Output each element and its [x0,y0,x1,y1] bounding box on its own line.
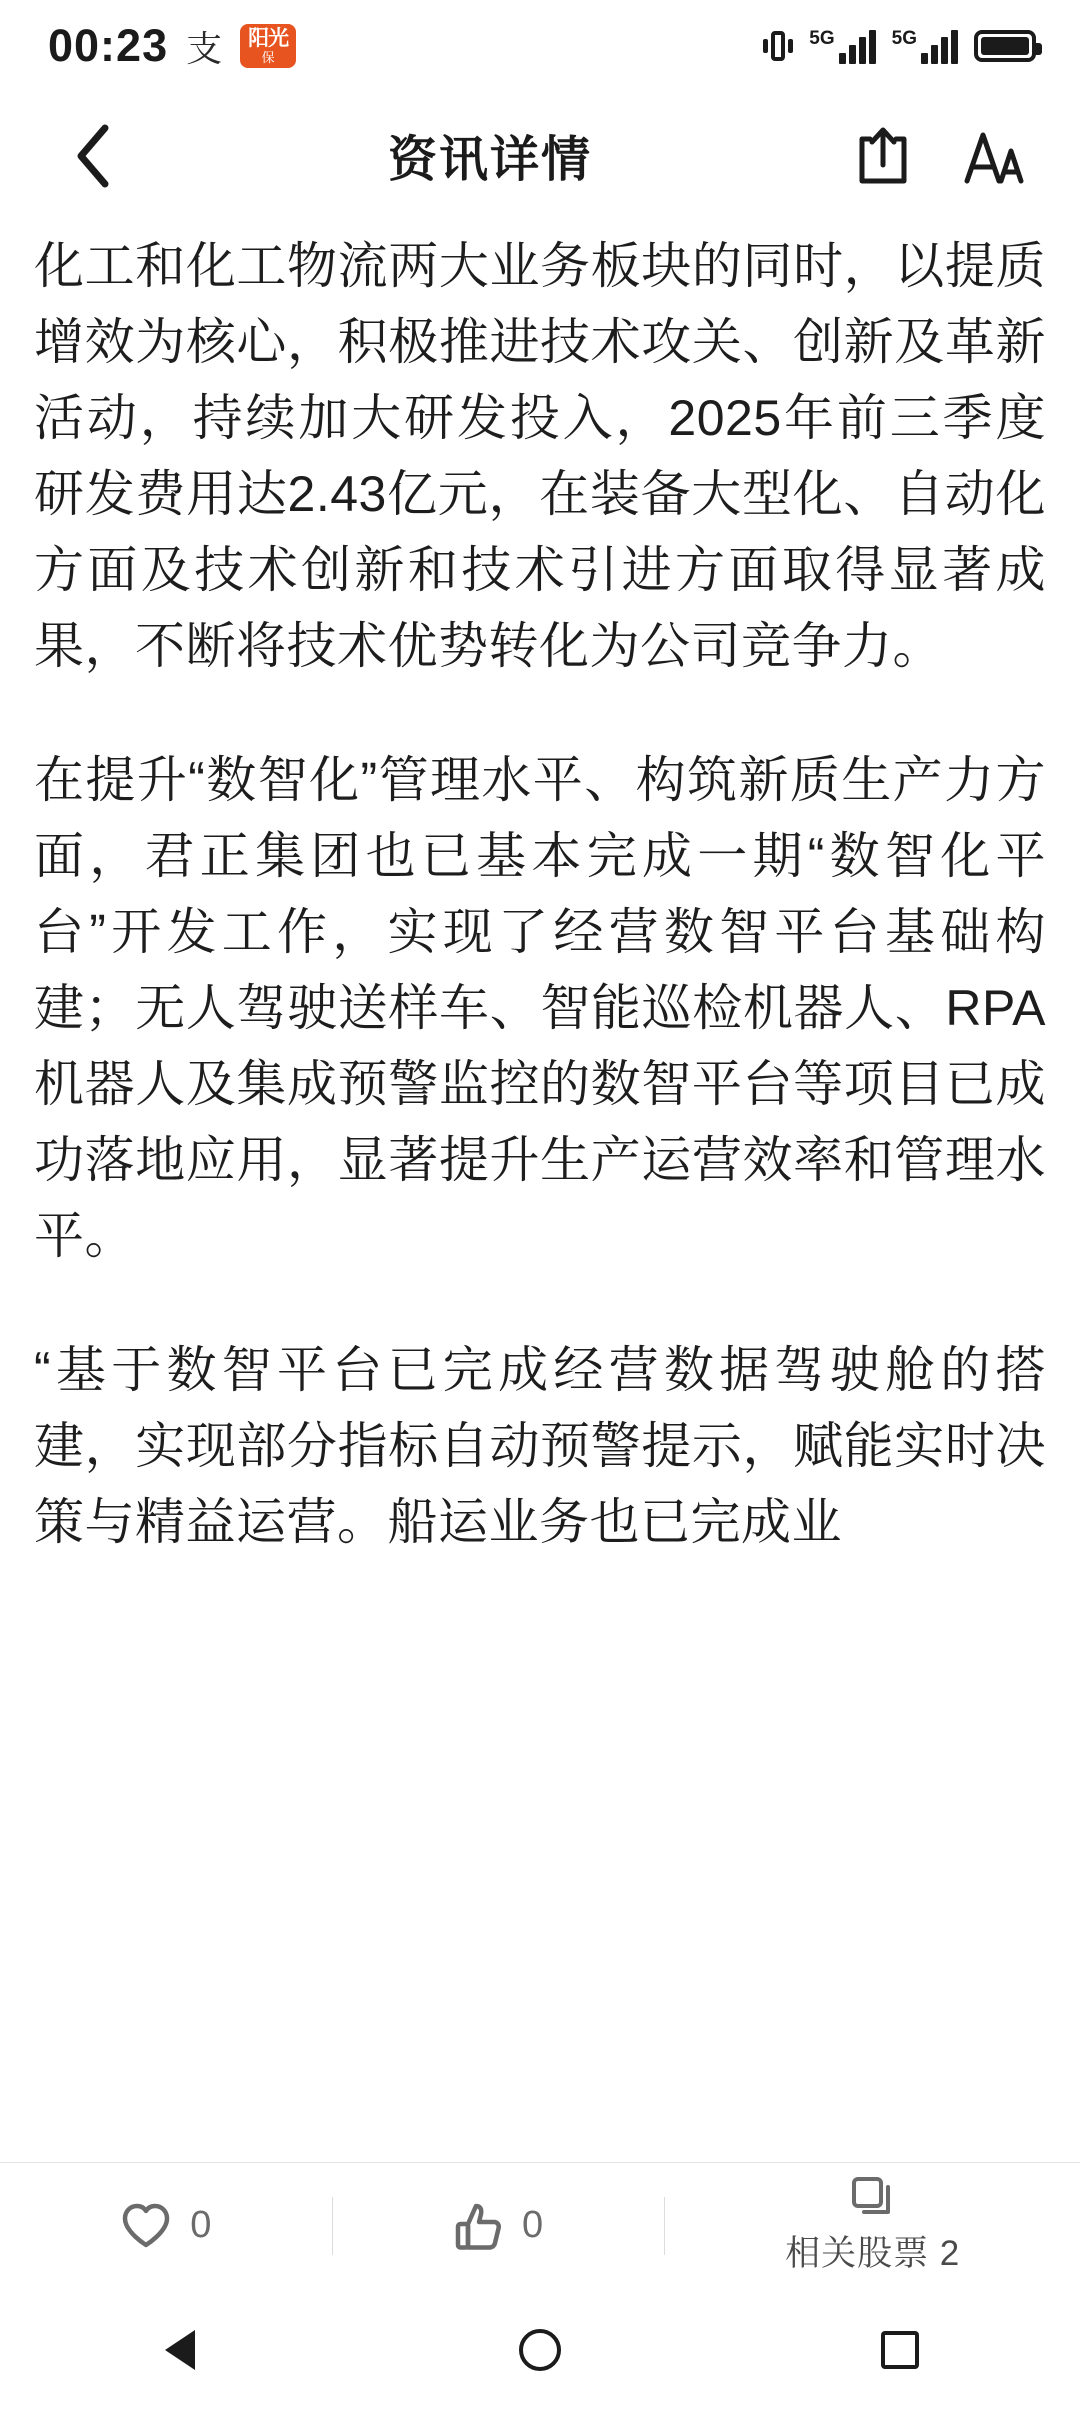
like-button[interactable] [0,2163,332,2288]
network-type-label-2: 5G [891,27,917,49]
article-paragraph: 化工和化工物流两大业务板块的同时，以提质增效为核心，积极推进技术攻关、创新及革新活动，持续加大研发投入，2025年前三季度研发费用达2.43亿元，在装备大型化、自动化方面及技术创新和技术引进方面取得显著成果，不断将技术优势转化为公司竞争力。 [34,238,1046,674]
status-bar-left [48,20,296,72]
signal-icon-2 [892,29,958,64]
like-count: 0 [190,2204,212,2246]
badge-top-text: 阳光 [248,27,289,50]
status-clock: 00:23 [48,20,169,71]
thumbs-up-button[interactable] [333,2163,665,2288]
circle-home-icon [519,2329,561,2371]
status-bar [0,0,1080,92]
thumbs-up-icon [454,2200,504,2252]
nav-actions [850,123,1028,189]
network-type-label-1: 5G [809,27,835,49]
back-button[interactable] [60,121,130,191]
heart-icon [120,2201,172,2251]
square-recents-icon [881,2331,919,2369]
system-navigation-bar [0,2288,1080,2412]
share-icon [852,125,914,187]
font-size-button[interactable] [962,123,1028,189]
thumbs-up-count: 0 [521,2204,544,2246]
vibrate-icon [763,31,793,61]
article-paragraph: “基于数智平台已完成经营数据驾驶舱的搭建，实现部分指标自动预警提示，赋能实时决策与精益运营。船运业务也已完成业 [34,1342,1046,1550]
status-bar-right [763,29,1036,64]
page-title: 资讯详情 [387,133,592,187]
related-stocks-button[interactable] [665,2176,1080,2276]
article-body[interactable] [0,228,1080,2168]
copy-stack-icon [850,2176,896,2220]
share-button[interactable] [850,123,916,189]
chevron-left-icon [73,122,117,190]
battery-icon [974,30,1036,62]
article-paragraph: 在提升“数智化”管理水平、构筑新质生产力方面，君正集团也已基本完成一期“数智化平台”开发工作，实现了经营数智平台基础构建；无人驾驶送样车、智能巡检机器人、RPA机器人及集成预警监控的数智平台等项目已成功落地应用，显著提升生产运营效率和管理水平。 [34,752,1046,1264]
system-home-button[interactable] [480,2288,600,2412]
badge-bottom-text: 保 [261,50,275,65]
top-navigation-bar [0,92,1080,220]
alipay-icon: 支 [186,27,223,69]
bottom-action-bar [0,2162,1080,2288]
sunshine-insurance-badge-icon [240,24,296,68]
related-stocks-label: 相关股票 2 [785,2233,961,2273]
system-back-button[interactable] [120,2288,240,2412]
font-size-icon [963,125,1027,187]
triangle-back-icon [165,2330,195,2370]
signal-icon-1 [809,29,875,64]
system-recents-button[interactable] [840,2288,960,2412]
